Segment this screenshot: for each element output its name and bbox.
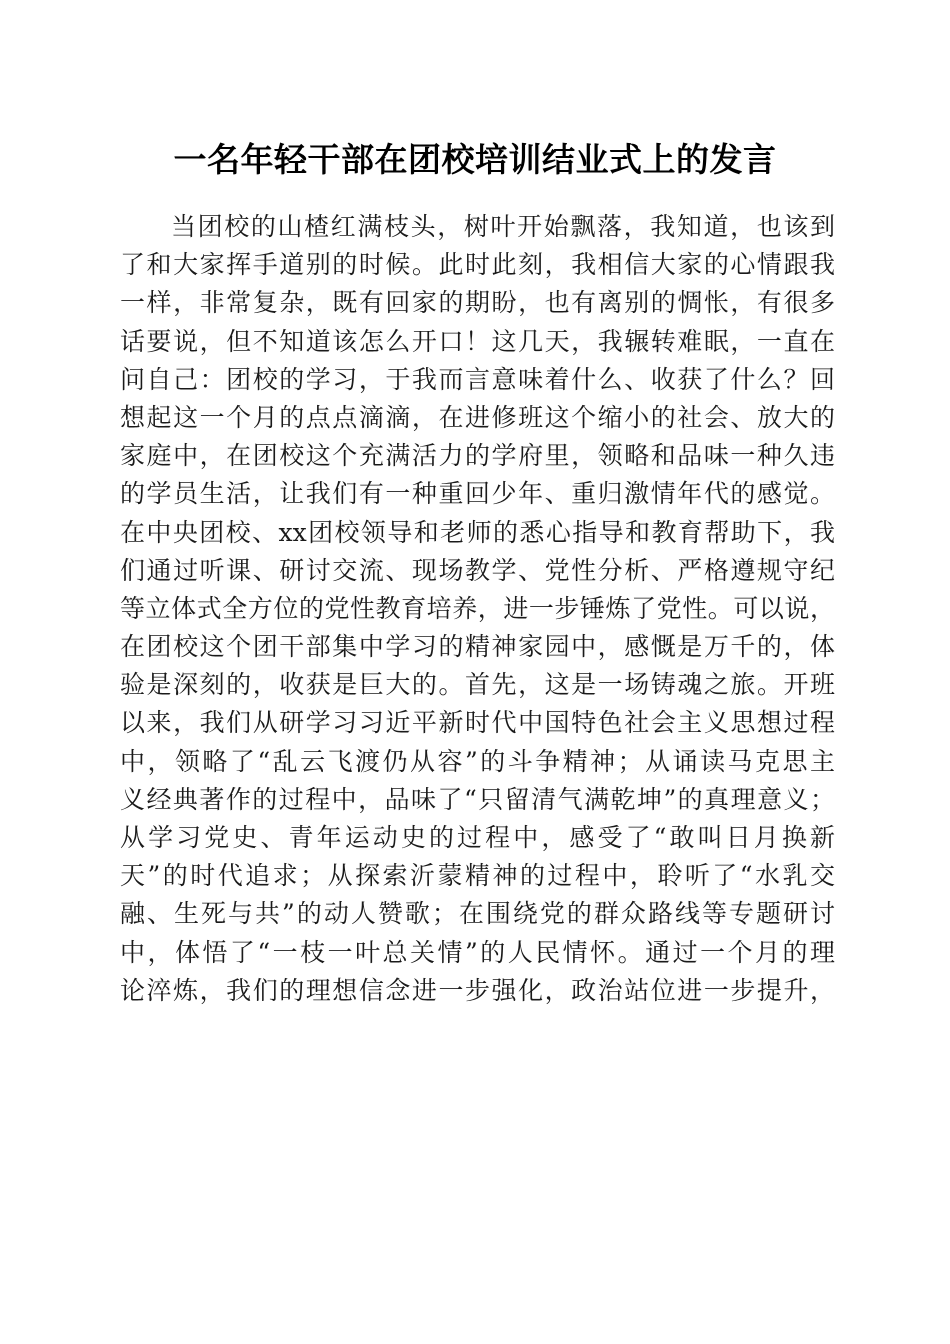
paragraph-line: 论淬炼，我们的理想信念进一步强化，政治站位进一步提升，: [120, 975, 835, 1005]
paragraph-line: 在团校这个团干部集中学习的精神家园中，感慨是万千的，体: [120, 632, 835, 662]
paragraph-line: 以来，我们从研学习习近平新时代中国特色社会主义思想过程: [120, 708, 835, 738]
document-body: [120, 208, 835, 1010]
document-title: 一名年轻干部在团校培训结业式上的发言: [173, 140, 777, 179]
paragraph-line: 们通过听课、研讨交流、现场教学、党性分析、严格遵规守纪: [120, 555, 835, 585]
paragraph-line: 了和大家挥手道别的时候。此时此刻，我相信大家的心情跟我: [120, 250, 835, 280]
paragraph-line: 从学习党史、青年运动史的过程中，感受了“敢叫日月换新: [120, 823, 835, 852]
paragraph-line: 等立体式全方位的党性教育培养，进一步锤炼了党性。可以说，: [120, 593, 835, 623]
paragraph-line: 义经典著作的过程中，品味了“只留清气满乾坤”的真理意义；: [120, 784, 835, 814]
paragraph-line: 中，领略了“乱云飞渡仍从容”的斗争精神；从诵读马克思主: [120, 746, 835, 776]
paragraph-line: 话要说，但不知道该怎么开口！这几天，我辗转难眠，一直在: [120, 326, 835, 356]
paragraph-line: 想起这一个月的点点滴滴，在进修班这个缩小的社会、放大的: [120, 402, 835, 432]
paragraph-line: 融、生死与共”的动人赞歌；在围绕党的群众路线等专题研讨: [120, 899, 835, 929]
paragraph-line: 问自己：团校的学习，于我而言意味着什么、收获了什么？回: [120, 364, 835, 394]
paragraph-line: 当团校的山楂红满枝头，树叶开始飘落，我知道，也该到: [171, 212, 835, 241]
paragraph-line: 家庭中，在团校这个充满活力的学府里，领略和品味一种久违: [120, 441, 835, 471]
paragraph-line: 天”的时代追求；从探索沂蒙精神的过程中，聆听了“水乳交: [120, 861, 835, 891]
paragraph-line: 验是深刻的，收获是巨大的。首先，这是一场铸魂之旅。开班: [120, 670, 835, 700]
paragraph-line: 的学员生活，让我们有一种重回少年、重归激情年代的感觉。: [120, 479, 835, 509]
paragraph-line: 在中央团校、xx团校领导和老师的悉心指导和教育帮助下，我: [120, 517, 835, 547]
paragraph-line: 中，体悟了“一枝一叶总关情”的人民情怀。通过一个月的理: [120, 937, 835, 967]
paragraph-line: 一样，非常复杂，既有回家的期盼，也有离别的惆怅，有很多: [120, 288, 835, 318]
